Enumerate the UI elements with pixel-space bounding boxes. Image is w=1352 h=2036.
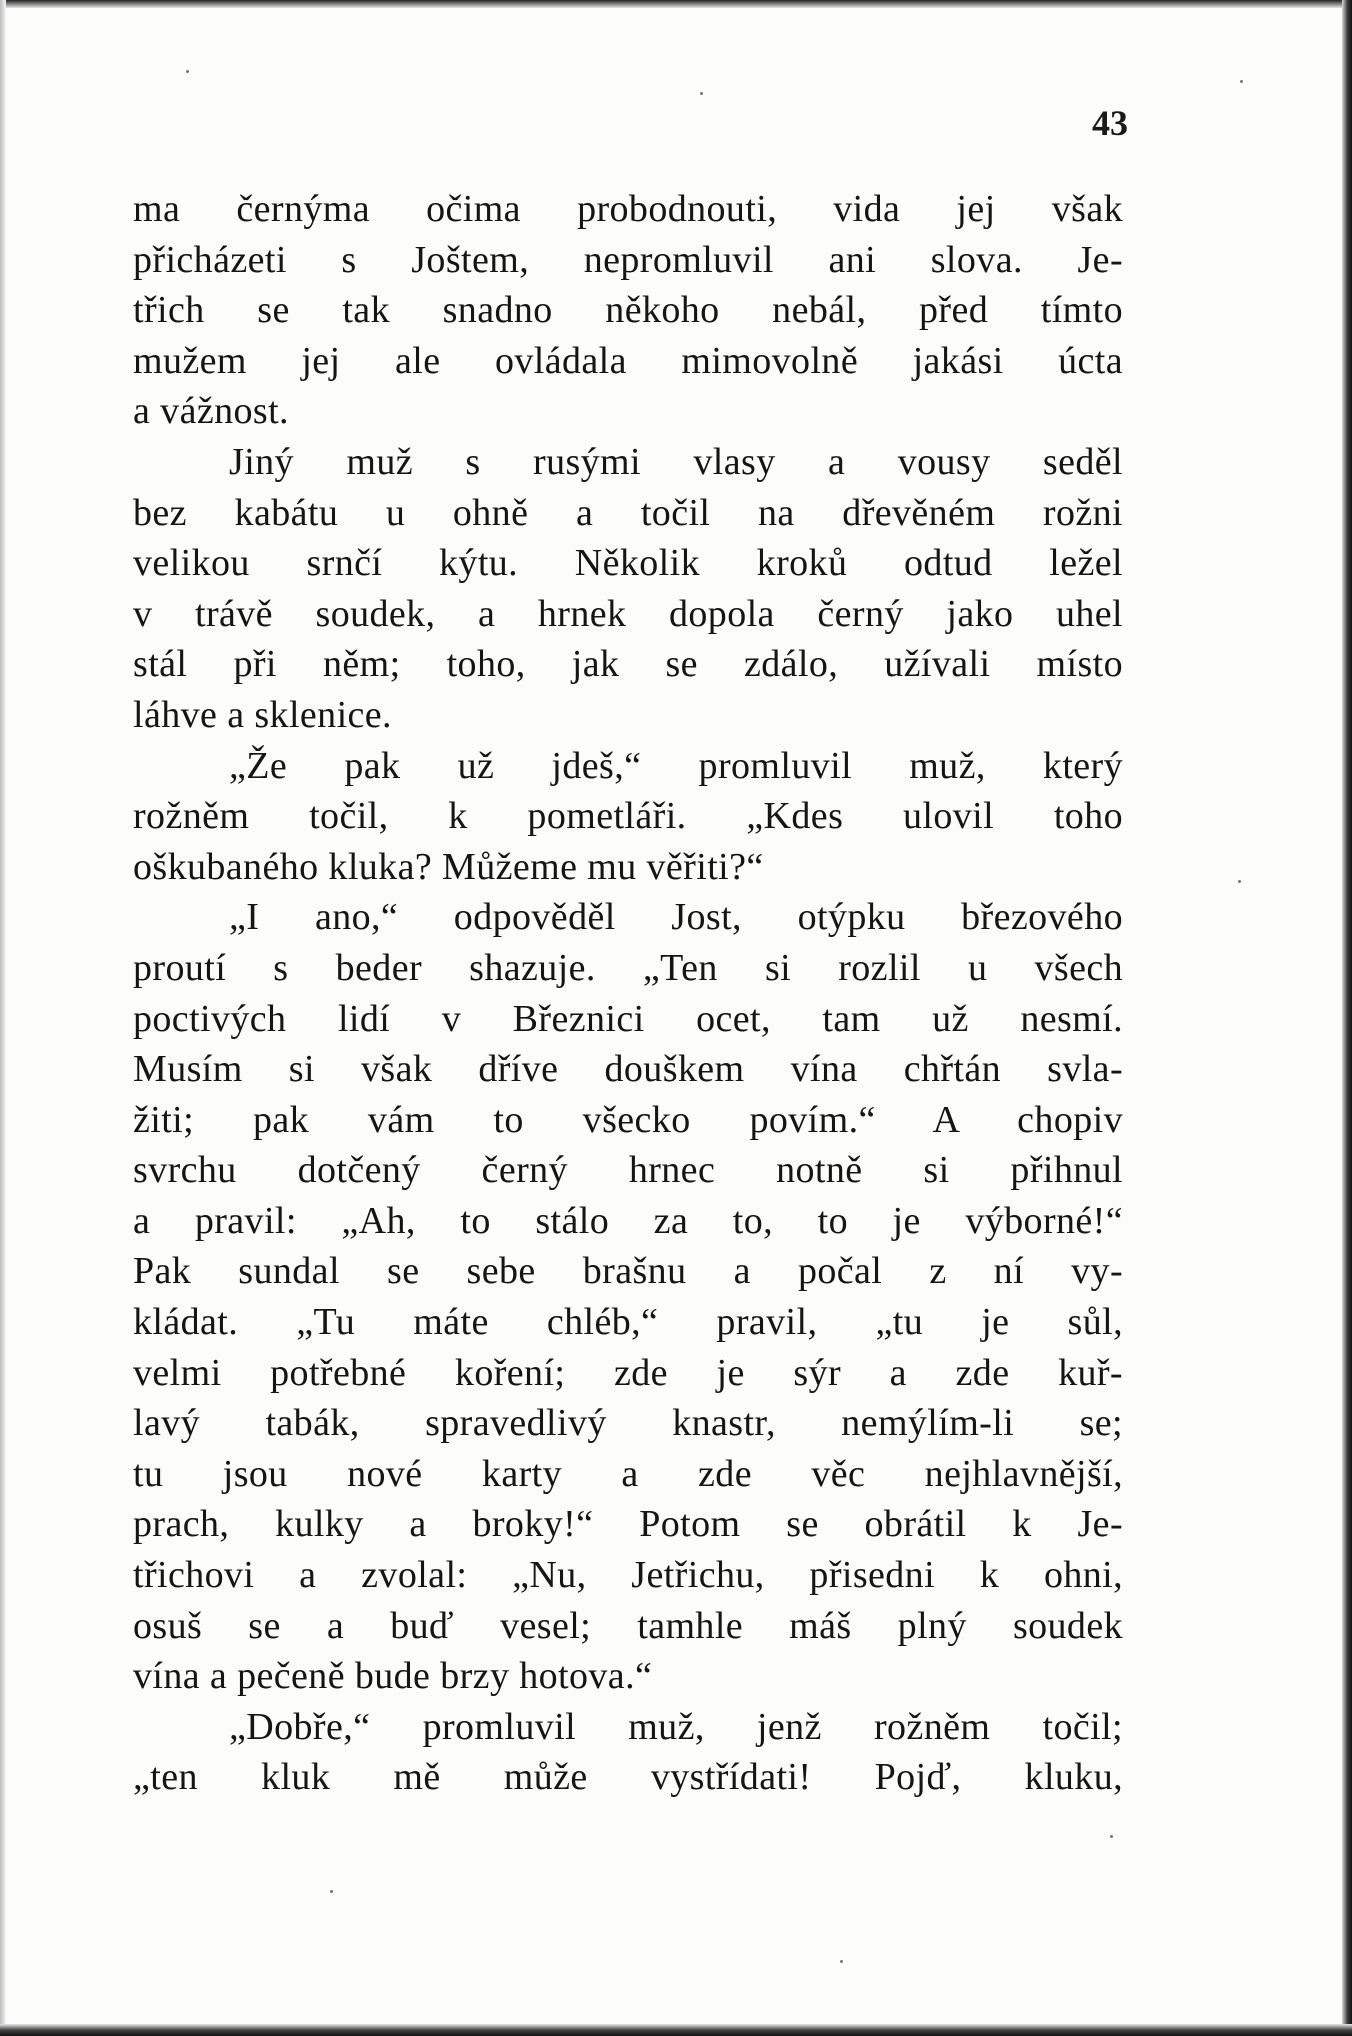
body-text xyxy=(133,184,1123,1803)
text-line: „Dobře,“ promluvil muž, jenž rožněm točil; xyxy=(229,1705,1123,1748)
text-line: proutí s beder shazuje. „Ten si rozlil u všech xyxy=(133,946,1123,989)
scan-speck xyxy=(330,1890,333,1893)
scan-speck xyxy=(700,92,703,95)
scan-speck xyxy=(1240,80,1243,83)
text-line: v trávě soudek, a hrnek dopola černý jako uhel xyxy=(133,592,1123,635)
text-line: Pak sundal se sebe brašnu a počal z ní vy- xyxy=(133,1250,1123,1293)
text-line: „ten kluk mě může vystřídati! Pojď, kluku, xyxy=(133,1756,1123,1799)
scan-edge-top xyxy=(0,0,1352,8)
text-line: svrchu dotčený černý hrnec notně si přihnul xyxy=(133,1149,1123,1192)
page-number: 43 xyxy=(1092,103,1128,143)
text-line: osuš se a buď vesel; tamhle máš plný soudek xyxy=(133,1604,1123,1647)
text-line: „I ano,“ odpověděl Jost, otýpku březového xyxy=(229,896,1123,939)
text-line: tu jsou nové karty a zde věc nejhlavnější, xyxy=(133,1452,1123,1495)
text-line: přicházeti s Joštem, nepromluvil ani slova. Je- xyxy=(133,238,1123,281)
text-line: Jiný muž s rusými vlasy a vousy seděl xyxy=(229,440,1123,483)
text-line: „Že pak už jdeš,“ promluvil muž, který xyxy=(229,744,1123,787)
text-line: láhve a sklenice. xyxy=(133,693,392,736)
text-line: velikou srnčí kýtu. Několik kroků odtud ležel xyxy=(133,542,1123,585)
text-line: Musím si však dříve douškem vína chřtán svla- xyxy=(133,1048,1123,1091)
scan-edge-bottom xyxy=(0,2024,1352,2036)
scan-speck xyxy=(186,70,189,73)
scan-edge-left xyxy=(0,0,6,2036)
text-line: třichovi a zvolal: „Nu, Jetřichu, přisedni k ohni, xyxy=(133,1554,1123,1597)
text-line: kládat. „Tu máte chléb,“ pravil, „tu je sůl, xyxy=(133,1301,1123,1344)
text-line: třich se tak snadno někoho nebál, před tímto xyxy=(133,289,1123,332)
text-line: mužem jej ale ovládala mimovolně jakási úcta xyxy=(133,339,1123,382)
text-line: poctivých lidí v Březnici ocet, tam už nesmí. xyxy=(133,997,1123,1040)
text-line: prach, kulky a broky!“ Potom se obrátil k Je- xyxy=(133,1503,1123,1546)
text-line: stál při něm; toho, jak se zdálo, užívali místo xyxy=(133,643,1123,686)
scan-speck xyxy=(840,1960,843,1963)
text-line: oškubaného kluka? Můžeme mu věřiti?“ xyxy=(133,845,764,888)
text-line: a vážnost. xyxy=(133,390,289,433)
text-line: ma černýma očima probodnouti, vida jej však xyxy=(133,188,1123,230)
text-line: velmi potřebné koření; zde je sýr a zde kuř- xyxy=(133,1351,1123,1394)
text-line: lavý tabák, spravedlivý knastr, nemýlím-li se; xyxy=(133,1402,1123,1445)
text-line: rožněm točil, k pometláři. „Kdes ulovil toho xyxy=(133,795,1123,838)
text-line: bez kabátu u ohně a točil na dřevěném rožni xyxy=(133,491,1123,534)
scan-speck xyxy=(1238,880,1241,883)
scan-edge-right xyxy=(1342,0,1352,2036)
text-line: vína a pečeně bude brzy hotova.“ xyxy=(133,1655,653,1698)
scan-speck xyxy=(1110,1835,1113,1838)
text-line: žiti; pak vám to všecko povím.“ A chopiv xyxy=(133,1098,1123,1141)
text-line: a pravil: „Ah, to stálo za to, to je výborné!“ xyxy=(133,1199,1123,1242)
